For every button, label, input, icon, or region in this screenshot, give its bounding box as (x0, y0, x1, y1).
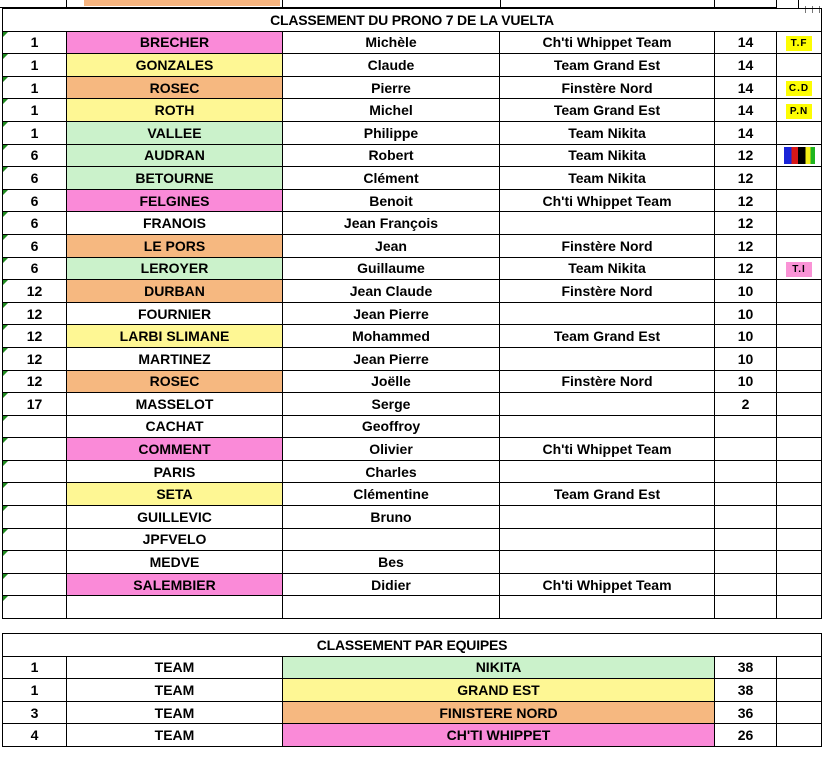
badge-cell (777, 506, 822, 529)
firstname-cell: Jean Claude (283, 280, 500, 303)
firstname-cell: Claude (283, 54, 500, 77)
firstname-cell: Bruno (283, 506, 500, 529)
rank-cell: 1 (3, 31, 67, 54)
table-row (3, 438, 822, 461)
table-row (3, 483, 822, 506)
cell-marker (3, 596, 8, 601)
team-cell: Ch'ti Whippet Team (500, 31, 715, 54)
points-cell: 14 (715, 76, 777, 99)
badge-cell (777, 189, 822, 212)
team-points-cell: 26 (715, 724, 777, 747)
team-name-cell: CH'TI WHIPPET (283, 724, 715, 747)
firstname-cell: Robert (283, 144, 500, 167)
badge-cell (777, 280, 822, 303)
points-cell (715, 438, 777, 461)
team-cell (500, 347, 715, 370)
name-cell: LARBI SLIMANE (67, 325, 283, 348)
cell-marker (3, 54, 8, 59)
name-cell: MEDVE (67, 551, 283, 574)
team-cell: Team Grand Est (500, 99, 715, 122)
rank-cell: 1 (3, 99, 67, 122)
team-cell (500, 302, 715, 325)
rank-cell (3, 528, 67, 551)
title-row (3, 9, 822, 32)
table-row (3, 99, 822, 122)
table-row (3, 325, 822, 348)
points-cell: 14 (715, 121, 777, 144)
cell-marker (3, 438, 8, 443)
cell-marker (3, 551, 8, 556)
name-cell: JPFVELO (67, 528, 283, 551)
badge-cell (777, 54, 822, 77)
team-cell: Finstère Nord (500, 234, 715, 257)
table-row (3, 144, 822, 167)
points-cell (715, 483, 777, 506)
team-cell: Team Grand Est (500, 54, 715, 77)
badge: P.N (786, 104, 812, 119)
teams-title-row (3, 634, 822, 657)
rank-cell: 12 (3, 302, 67, 325)
points-cell (715, 506, 777, 529)
table-row (3, 506, 822, 529)
table-row (3, 415, 822, 438)
team-cell: Ch'ti Whippet Team (500, 438, 715, 461)
rank-cell: 12 (3, 280, 67, 303)
name-cell: ROSEC (67, 370, 283, 393)
team-cell (500, 212, 715, 235)
team-cell: Team Nikita (500, 257, 715, 280)
table-row (3, 31, 822, 54)
cell-marker (3, 461, 8, 466)
badge-cell (777, 144, 822, 167)
team-badge-cell (777, 679, 822, 702)
firstname-cell: Olivier (283, 438, 500, 461)
rank-cell: 12 (3, 370, 67, 393)
team-name-cell: NIKITA (283, 656, 715, 679)
firstname-cell: Mohammed (283, 325, 500, 348)
separator-row (3, 619, 822, 634)
points-cell: 10 (715, 302, 777, 325)
points-cell: 12 (715, 144, 777, 167)
firstname-cell: Clément (283, 167, 500, 190)
firstname-cell: Joëlle (283, 370, 500, 393)
cell-marker (3, 190, 8, 195)
table-row (3, 121, 822, 144)
team-badge-cell (777, 724, 822, 747)
points-cell (715, 415, 777, 438)
cell-marker (3, 325, 8, 330)
firstname-cell: Jean François (283, 212, 500, 235)
points-cell: 14 (715, 99, 777, 122)
team-row (3, 656, 822, 679)
badge-cell (777, 347, 822, 370)
name-cell: MARTINEZ (67, 347, 283, 370)
firstname-cell: Charles (283, 460, 500, 483)
team-cell: Team Nikita (500, 167, 715, 190)
badge-cell (777, 257, 822, 280)
team-cell (500, 393, 715, 416)
team-cell: Team Grand Est (500, 325, 715, 348)
badge-cell (777, 596, 822, 619)
points-cell: 2 (715, 393, 777, 416)
badge-cell (777, 234, 822, 257)
cell-marker (3, 258, 8, 263)
team-cell: Ch'ti Whippet Team (500, 189, 715, 212)
team-row (3, 724, 822, 747)
firstname-cell: Jean Pierre (283, 302, 500, 325)
cell-marker (3, 212, 8, 217)
name-cell: BRECHER (67, 31, 283, 54)
name-cell: LEROYER (67, 257, 283, 280)
badge-cell (777, 76, 822, 99)
points-cell: 14 (715, 31, 777, 54)
separator-cell (3, 619, 822, 634)
cell-marker (3, 235, 8, 240)
cell-marker (3, 99, 8, 104)
teams-title: CLASSEMENT PAR EQUIPES (3, 634, 822, 657)
table-row (3, 212, 822, 235)
badge-cell (777, 99, 822, 122)
team-badge-cell (777, 701, 822, 724)
rank-cell (3, 415, 67, 438)
name-cell: GUILLEVIC (67, 506, 283, 529)
table-row (3, 54, 822, 77)
firstname-cell (283, 596, 500, 619)
cell-marker (3, 303, 8, 308)
cell-marker (3, 348, 8, 353)
name-cell: BETOURNE (67, 167, 283, 190)
team-points-cell: 38 (715, 679, 777, 702)
table-row (3, 460, 822, 483)
team-cell (500, 551, 715, 574)
rank-cell: 1 (3, 121, 67, 144)
name-cell: PARIS (67, 460, 283, 483)
cell-marker (3, 506, 8, 511)
badge-cell (777, 212, 822, 235)
name-cell: SALEMBIER (67, 573, 283, 596)
badge-cell (777, 325, 822, 348)
rank-cell (3, 506, 67, 529)
team-badge-cell (777, 656, 822, 679)
firstname-cell: Pierre (283, 76, 500, 99)
cell-marker (3, 574, 8, 579)
rank-cell (3, 573, 67, 596)
points-cell: 12 (715, 234, 777, 257)
firstname-cell: Jean Pierre (283, 347, 500, 370)
team-cell (500, 528, 715, 551)
ranking-sheet (2, 8, 822, 747)
firstname-cell: Philippe (283, 121, 500, 144)
name-cell: MASSELOT (67, 393, 283, 416)
team-rank-cell: 4 (3, 724, 67, 747)
points-cell: 10 (715, 325, 777, 348)
team-cell (500, 460, 715, 483)
badge: T.I (786, 262, 812, 277)
rank-cell: 17 (3, 393, 67, 416)
rank-cell (3, 483, 67, 506)
table-row (3, 551, 822, 574)
cell-marker (3, 416, 8, 421)
team-cell: Team Grand Est (500, 483, 715, 506)
name-cell: VALLEE (67, 121, 283, 144)
rank-cell: 6 (3, 167, 67, 190)
rank-cell: 6 (3, 144, 67, 167)
points-cell (715, 551, 777, 574)
team-cell (500, 596, 715, 619)
cell-marker (3, 145, 8, 150)
team-points-cell: 36 (715, 701, 777, 724)
name-cell: CACHAT (67, 415, 283, 438)
team-name-cell: FINISTERE NORD (283, 701, 715, 724)
name-cell: SETA (67, 483, 283, 506)
team-label-cell: TEAM (67, 679, 283, 702)
badge-cell (777, 393, 822, 416)
points-cell: 14 (715, 54, 777, 77)
name-cell: FOURNIER (67, 302, 283, 325)
badge-cell (777, 167, 822, 190)
badge-cell (777, 460, 822, 483)
name-cell: ROTH (67, 99, 283, 122)
firstname-cell: Guillaume (283, 257, 500, 280)
rank-cell: 1 (3, 76, 67, 99)
name-cell: DURBAN (67, 280, 283, 303)
team-cell: Team Nikita (500, 144, 715, 167)
team-cell (500, 415, 715, 438)
table-row (3, 573, 822, 596)
cell-marker (3, 483, 8, 488)
table-row (3, 257, 822, 280)
badge-cell (777, 551, 822, 574)
mini-columns (798, 0, 823, 8)
badge-cell (777, 528, 822, 551)
team-cell: Finstère Nord (500, 370, 715, 393)
rank-cell: 6 (3, 257, 67, 280)
rank-cell (3, 460, 67, 483)
badge-cell (777, 438, 822, 461)
name-cell: AUDRAN (67, 144, 283, 167)
name-cell: ROSEC (67, 76, 283, 99)
points-cell (715, 460, 777, 483)
points-cell: 12 (715, 212, 777, 235)
points-cell: 10 (715, 347, 777, 370)
team-cell: Finstère Nord (500, 280, 715, 303)
cell-marker (3, 77, 8, 82)
firstname-cell: Serge (283, 393, 500, 416)
points-cell (715, 596, 777, 619)
badge-cell (777, 573, 822, 596)
column-header-strip (0, 0, 823, 8)
team-cell (500, 506, 715, 529)
cell-marker (3, 32, 8, 37)
badge-cell (777, 370, 822, 393)
points-cell: 10 (715, 280, 777, 303)
firstname-cell: Clémentine (283, 483, 500, 506)
firstname-cell: Bes (283, 551, 500, 574)
firstname-cell: Benoit (283, 189, 500, 212)
firstname-cell: Jean (283, 234, 500, 257)
rank-cell: 12 (3, 347, 67, 370)
rank-cell (3, 596, 67, 619)
team-cell: Ch'ti Whippet Team (500, 573, 715, 596)
points-cell (715, 573, 777, 596)
name-cell: LE PORS (67, 234, 283, 257)
cell-marker (3, 122, 8, 127)
table-row (3, 347, 822, 370)
points-cell: 12 (715, 167, 777, 190)
cell-marker (3, 393, 8, 398)
cell-marker (3, 529, 8, 534)
rank-cell: 6 (3, 189, 67, 212)
cell-marker (3, 280, 8, 285)
table-row (3, 302, 822, 325)
badge-cell (777, 302, 822, 325)
points-cell: 10 (715, 370, 777, 393)
badge-cell (777, 121, 822, 144)
rank-cell: 6 (3, 234, 67, 257)
team-row (3, 701, 822, 724)
table-row (3, 528, 822, 551)
team-row (3, 679, 822, 702)
badge-cell (777, 483, 822, 506)
team-rank-cell: 1 (3, 656, 67, 679)
rank-cell: 6 (3, 212, 67, 235)
team-label-cell: TEAM (67, 656, 283, 679)
rank-cell: 1 (3, 54, 67, 77)
table-row (3, 280, 822, 303)
team-points-cell: 38 (715, 656, 777, 679)
badge: C.D (786, 81, 812, 96)
name-cell: GONZALES (67, 54, 283, 77)
points-cell: 12 (715, 189, 777, 212)
firstname-cell: Didier (283, 573, 500, 596)
badge: T.F (786, 36, 812, 51)
badge-cell (777, 31, 822, 54)
firstname-cell: Geoffroy (283, 415, 500, 438)
table-row (3, 393, 822, 416)
name-cell: FELGINES (67, 189, 283, 212)
rank-cell (3, 438, 67, 461)
name-cell: FRANOIS (67, 212, 283, 235)
points-cell (715, 528, 777, 551)
table-row (3, 167, 822, 190)
table-row (3, 596, 822, 619)
points-cell: 12 (715, 257, 777, 280)
page-title: CLASSEMENT DU PRONO 7 DE LA VUELTA (3, 9, 822, 32)
team-cell: Team Nikita (500, 121, 715, 144)
table-row (3, 189, 822, 212)
name-cell (67, 596, 283, 619)
firstname-cell: Michèle (283, 31, 500, 54)
rank-cell (3, 551, 67, 574)
team-name-cell: GRAND EST (283, 679, 715, 702)
table-row (3, 234, 822, 257)
name-cell: COMMENT (67, 438, 283, 461)
team-label-cell: TEAM (67, 724, 283, 747)
table-row (3, 370, 822, 393)
firstname-cell: Michel (283, 99, 500, 122)
table-row (3, 76, 822, 99)
team-rank-cell: 1 (3, 679, 67, 702)
cell-marker (3, 167, 8, 172)
firstname-cell (283, 528, 500, 551)
badge-cell (777, 415, 822, 438)
team-cell: Finstère Nord (500, 76, 715, 99)
cell-marker (3, 371, 8, 376)
team-label-cell: TEAM (67, 701, 283, 724)
rank-cell: 12 (3, 325, 67, 348)
multicolor-jersey-icon (784, 147, 815, 164)
team-rank-cell: 3 (3, 701, 67, 724)
